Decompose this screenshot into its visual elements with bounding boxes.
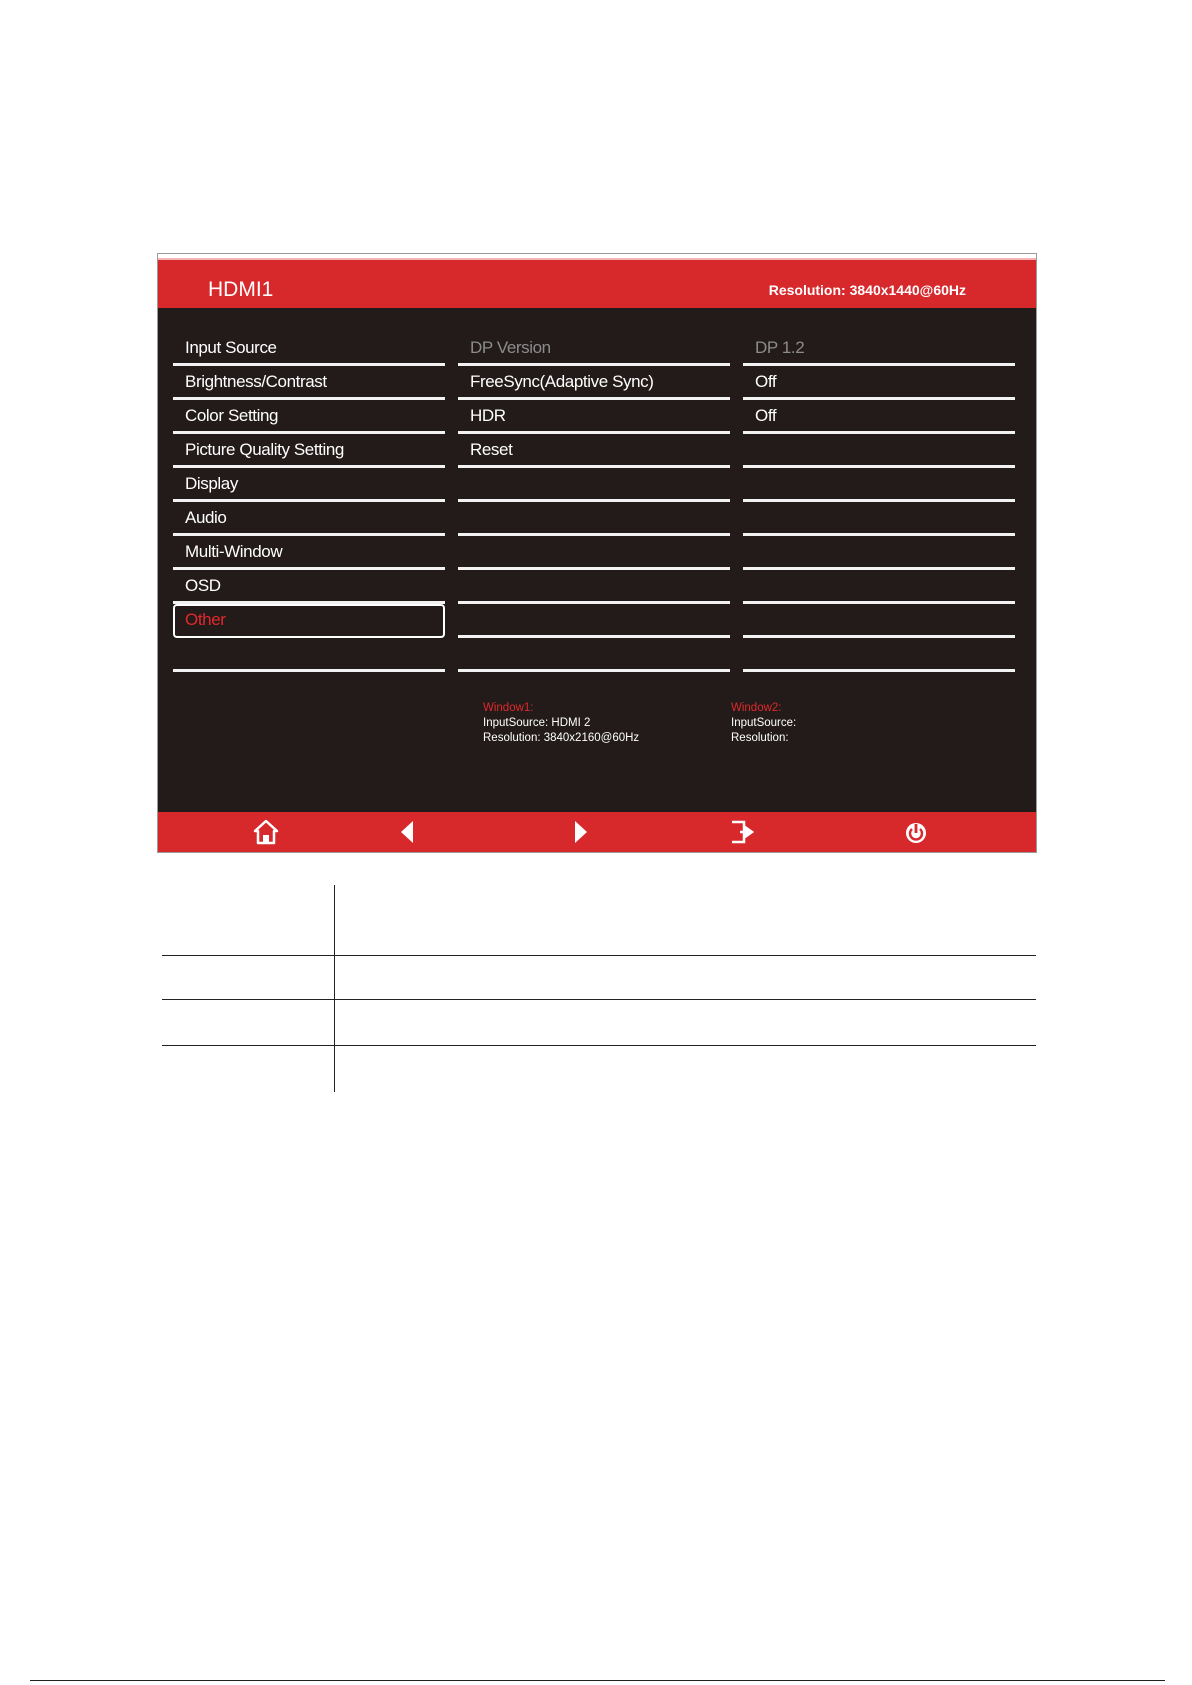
value-empty (743, 434, 1015, 468)
header-divider (158, 258, 1036, 260)
window2-resolution: Resolution: (731, 732, 789, 744)
osd-header (158, 254, 1036, 308)
menu-item-label: Other (185, 610, 226, 629)
value-dp-version (743, 332, 1015, 366)
osd-footer (158, 812, 1036, 852)
menu-item-empty (173, 638, 445, 672)
window2-title: Window2: (731, 702, 782, 714)
window1-info (483, 701, 639, 746)
menu-item-label: Display (185, 474, 238, 493)
submenu-item-empty (458, 502, 730, 536)
submenu-item-label: FreeSync(Adaptive Sync) (470, 372, 654, 391)
value-hdr[interactable] (743, 400, 1015, 434)
menu-item-label: OSD (185, 576, 221, 595)
window2-input: InputSource: (731, 717, 797, 729)
menu-item-display[interactable] (173, 468, 445, 502)
value-empty (743, 536, 1015, 570)
submenu-item-empty (458, 604, 730, 638)
value-label: Off (755, 372, 777, 391)
value-freesync[interactable] (743, 366, 1015, 400)
window1-resolution: Resolution: 3840x2160@60Hz (483, 732, 640, 744)
resolution-readout: Resolution: 3840x1440@60Hz (768, 282, 966, 298)
submenu-item-empty (458, 536, 730, 570)
table-row-divider (162, 955, 1036, 956)
menu-item-label: Brightness/Contrast (185, 372, 327, 391)
value-empty (743, 604, 1015, 638)
submenu-item-reset[interactable] (458, 434, 730, 468)
menu-item-multi-window[interactable] (173, 536, 445, 570)
menu-item-label: Audio (185, 508, 227, 527)
value-column (743, 332, 1015, 672)
value-empty (743, 570, 1015, 604)
submenu-item-label: Reset (470, 440, 513, 459)
table-row-divider (162, 999, 1036, 1000)
submenu-item-empty (458, 638, 730, 672)
menu-item-audio[interactable] (173, 502, 445, 536)
home-icon[interactable] (252, 818, 280, 846)
value-label: DP 1.2 (755, 338, 805, 357)
menu-item-label: Multi-Window (185, 542, 283, 561)
table-row-divider (162, 1045, 1036, 1046)
value-empty (743, 638, 1015, 672)
menu-item-osd[interactable] (173, 570, 445, 604)
submenu-item-hdr[interactable] (458, 400, 730, 434)
window2-info (731, 701, 796, 746)
menu-item-label: Color Setting (185, 406, 279, 425)
menu-item-label: Picture Quality Setting (185, 440, 344, 459)
right-arrow-icon[interactable] (566, 818, 594, 846)
submenu-item-label: DP Version (470, 338, 551, 357)
input-source-title: HDMI1 (208, 278, 274, 301)
submenu-item-label: HDR (470, 406, 506, 425)
menu-item-picture-quality[interactable] (173, 434, 445, 468)
sub-menu (458, 332, 730, 672)
power-icon[interactable] (902, 818, 930, 846)
menu-item-color-setting[interactable] (173, 400, 445, 434)
table-column-divider (334, 885, 335, 1092)
menu-item-input-source[interactable] (173, 332, 445, 366)
menu-item-label: Input Source (185, 338, 277, 357)
menu-item-brightness-contrast[interactable] (173, 366, 445, 400)
value-empty (743, 502, 1015, 536)
osd-menu (157, 253, 1037, 853)
value-label: Off (755, 406, 777, 425)
page-footer-rule (30, 1680, 1165, 1681)
window1-title: Window1: (483, 702, 534, 714)
submenu-item-empty (458, 468, 730, 502)
submenu-item-dp-version (458, 332, 730, 366)
window1-input: InputSource: HDMI 2 (483, 717, 591, 729)
exit-icon[interactable] (728, 818, 756, 846)
menu-item-other[interactable] (173, 604, 445, 638)
left-arrow-icon[interactable] (394, 818, 422, 846)
submenu-item-empty (458, 570, 730, 604)
main-menu (173, 332, 445, 672)
submenu-item-freesync[interactable] (458, 366, 730, 400)
value-empty (743, 468, 1015, 502)
